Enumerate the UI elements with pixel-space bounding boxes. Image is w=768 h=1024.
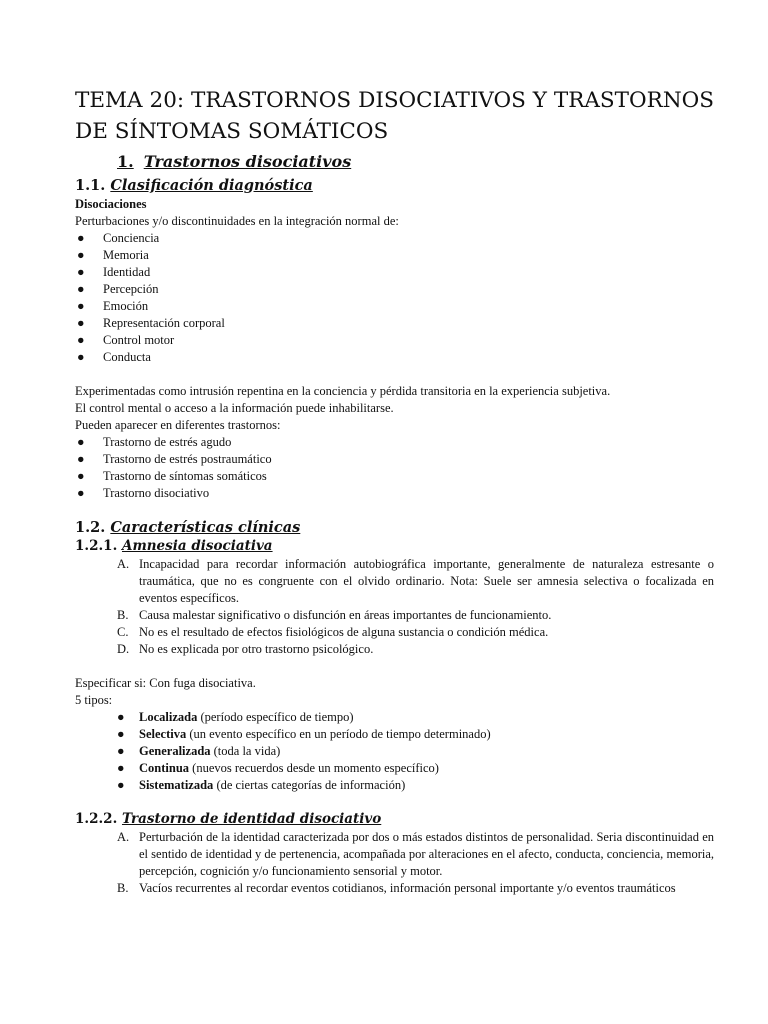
criterion-text: No es el resultado de efectos fisiológicos de alguna sustancia o condición médica. (139, 625, 549, 639)
list-item-text: Trastorno de estrés agudo (103, 435, 232, 449)
tipo-item (117, 743, 714, 760)
disociaciones-intro: Perturbaciones y/o discontinuidades en la integración normal de: (75, 214, 399, 228)
list-item-text: Emoción (103, 299, 149, 313)
tipo-name: Localizada (139, 710, 198, 724)
bullet-icon: ● (77, 452, 85, 466)
subsection-heading-1-2-2 (75, 811, 714, 827)
criterion-key: B. (117, 608, 129, 622)
tipo-text (139, 777, 405, 794)
list-item (75, 281, 714, 298)
paragraph: Pueden aparecer en diferentes trastornos: (75, 418, 281, 432)
list-item (75, 315, 714, 332)
document-page (75, 85, 714, 897)
criterion-key: A. (117, 557, 130, 571)
tipo-item (117, 777, 714, 794)
bullet-icon: ● (77, 231, 85, 245)
bullet-icon: ● (117, 727, 125, 741)
tipo-item (117, 726, 714, 743)
tipo-item (117, 709, 714, 726)
amnesia-criteria-list (75, 556, 714, 658)
tipo-desc: (de ciertas categorías de información) (213, 778, 406, 792)
criterion-key: A. (117, 830, 130, 844)
criterion-item (117, 607, 714, 624)
document-title: TEMA 20: TRASTORNOS DISOCIATIVOS Y TRASTORNOS DE SÍNTOMAS SOMÁTICOS (75, 88, 714, 144)
especificar-text: Especificar si: Con fuga disociativa. (75, 676, 256, 690)
section-heading-1 (117, 152, 714, 171)
subsection-title: Características clínicas (110, 519, 301, 536)
subsection-title: Trastorno de identidad disociativo (121, 811, 382, 827)
tipo-name: Selectiva (139, 727, 187, 741)
bullet-icon: ● (77, 265, 85, 279)
bullet-icon: ● (117, 761, 125, 775)
list-item (75, 349, 714, 366)
criterion-text: Causa malestar significativo o disfunción en áreas importantes de funcionamiento. (139, 608, 552, 622)
tipo-text (139, 726, 491, 743)
list-item-text: Control motor (103, 333, 175, 347)
paragraph: El control mental o acceso a la información puede inhabilitarse. (75, 401, 394, 415)
tipos-list (75, 709, 714, 794)
trastornos-list (75, 434, 714, 502)
criterion-item (117, 829, 714, 880)
list-item-text: Conciencia (103, 231, 160, 245)
tipo-item (117, 760, 714, 777)
bullet-icon: ● (77, 333, 85, 347)
criterion-key: B. (117, 881, 129, 895)
criterion-item (117, 624, 714, 641)
bullet-icon: ● (117, 710, 125, 724)
section-title: Trastornos disociativos (143, 152, 352, 171)
bullet-icon: ● (117, 744, 125, 758)
list-item (75, 468, 714, 485)
disociaciones-list (75, 230, 714, 366)
bullet-icon: ● (77, 248, 85, 262)
list-item (75, 332, 714, 349)
section-number: 1. (117, 152, 134, 171)
subsection-heading-1-1 (75, 177, 714, 194)
bullet-icon: ● (77, 435, 85, 449)
bullet-icon: ● (77, 486, 85, 500)
tipo-text (139, 760, 439, 777)
list-item-text: Trastorno de estrés postraumático (103, 452, 272, 466)
tipos-label: 5 tipos: (75, 693, 113, 707)
list-item (75, 298, 714, 315)
list-item-text: Memoria (103, 248, 149, 262)
list-item-text: Conducta (103, 350, 151, 364)
tid-criteria-list (75, 829, 714, 897)
tipo-desc: (período específico de tiempo) (197, 710, 354, 724)
bullet-icon: ● (77, 316, 85, 330)
list-item-text: Representación corporal (103, 316, 225, 330)
criterion-text: Incapacidad para recordar información autobiográfica importante, generalmente de naturaleza estresante o traumática, que no es congruente con el olvido ordinario. Nota: Suele ser amnesia selectiva o focalizada en eventos específicos. (139, 557, 714, 605)
list-item (75, 247, 714, 264)
list-item (75, 230, 714, 247)
tipo-desc: (nuevos recuerdos desde un momento específico) (189, 761, 439, 775)
list-item-text: Trastorno disociativo (103, 486, 210, 500)
bullet-icon: ● (117, 778, 125, 792)
paragraph: Experimentadas como intrusión repentina en la conciencia y pérdida transitoria en la experiencia subjetiva. (75, 384, 611, 398)
list-item (75, 451, 714, 468)
criterion-key: D. (117, 642, 130, 656)
subsection-number: 1.1. (75, 177, 106, 194)
subsection-title: Amnesia disociativa (121, 538, 273, 554)
list-item (75, 264, 714, 281)
tipo-desc: (un evento específico en un período de tiempo determinado) (186, 727, 491, 741)
list-item-text: Percepción (103, 282, 159, 296)
list-item-text: Trastorno de síntomas somáticos (103, 469, 267, 483)
tipo-name: Generalizada (139, 744, 211, 758)
bullet-icon: ● (77, 299, 85, 313)
subsection-number: 1.2.2. (75, 811, 118, 827)
criterion-text: Vacíos recurrentes al recordar eventos cotidianos, información personal importante y/o eventos traumáticos (139, 881, 676, 895)
list-item (75, 434, 714, 451)
criterion-text: Perturbación de la identidad caracterizada por dos o más estados distintos de personalidad. Seria discontinuidad en el sentido de identidad y de pertenencia, acompañada por alteraciones en el afecto, conducta, conciencia, memoria, percepción, cognición y/o funcionamiento sensorial y motor. (139, 830, 714, 878)
subsection-number: 1.2.1. (75, 538, 118, 554)
criterion-item (117, 880, 714, 897)
bullet-icon: ● (77, 282, 85, 296)
criterion-text: No es explicada por otro trastorno psicológico. (139, 642, 374, 656)
subsection-heading-1-2-1 (75, 538, 714, 554)
tipo-name: Sistematizada (139, 778, 214, 792)
subsection-heading-1-2 (75, 519, 714, 536)
criterion-item (117, 641, 714, 658)
tipo-desc: (toda la vida) (210, 744, 281, 758)
tipo-name: Continua (139, 761, 190, 775)
bullet-icon: ● (77, 350, 85, 364)
criterion-item (117, 556, 714, 607)
subsection-number: 1.2. (75, 519, 106, 536)
bullet-icon: ● (77, 469, 85, 483)
tipo-text (139, 709, 354, 726)
criterion-key: C. (117, 625, 129, 639)
disociaciones-heading: Disociaciones (75, 197, 147, 211)
tipo-text (139, 743, 280, 760)
list-item-text: Identidad (103, 265, 151, 279)
subsection-title: Clasificación diagnóstica (110, 177, 313, 194)
list-item (75, 485, 714, 502)
